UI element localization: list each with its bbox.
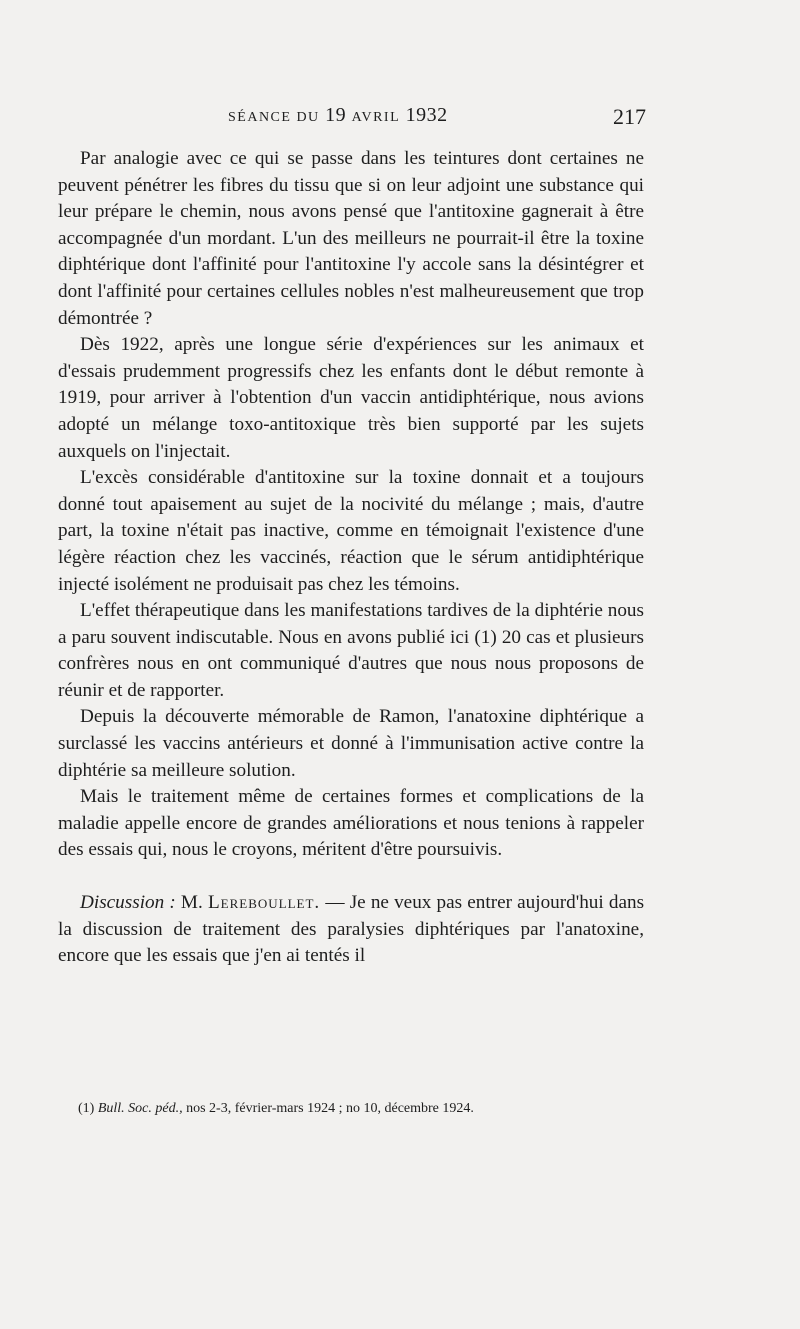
footnote-text: nos 2-3, février-mars 1924 ; no 10, décembre 1924.	[186, 1101, 474, 1116]
header-title-month: AVRIL	[351, 110, 401, 125]
paragraph: Par analogie avec ce qui se passe dans les teintures dont certaines ne peuvent pénétrer les fibres du tissu que si on leur adjoint une substance qui leur prépare le chemin, nous avons pensé que l'antitoxine gagnerait à être accompagnée d'un mordant. L'un des meilleurs ne pourrait-il être la toxine diphtérique dont l'affinité pour l'antitoxine l'y accole sans la désintégrer et dont l'affinité pour certaines cellules nobles n'est malheureusement que trop démontrée ?	[58, 148, 644, 329]
discussion-speaker: Lereboullet.	[207, 892, 321, 914]
header-title-day: 19	[325, 104, 347, 126]
footnote-journal: Bull. Soc. péd.,	[97, 1101, 183, 1116]
header-title-year: 1932	[405, 104, 448, 126]
discussion-paragraph	[58, 890, 644, 970]
paragraph: Depuis la découverte mémorable de Ramon, l'anatoxine diphtérique a surclassé les vaccins antérieurs et donné à l'immunisation active contre la diphtérie sa meilleure solution.	[58, 706, 644, 781]
discussion-label: Discussion :	[80, 892, 176, 914]
paragraph: L'effet thérapeutique dans les manifestations tardives de la diphtérie nous a paru souvent indiscutable. Nous en avons publié ici (1) 20 cas et plusieurs confrères nous en ont communiqué d'autres que nous nous proposons de réunir et de rapporter.	[58, 600, 644, 701]
discussion-text: — Je ne veux pas entrer aujourd'hui dans la discussion de traitement des paralysies diphtériques par l'anatoxine, encore que les essais que j'en ai tentés il	[58, 892, 645, 967]
running-header	[78, 104, 646, 134]
page-number: 217	[613, 104, 646, 129]
paragraph: Dès 1922, après une longue série d'expériences sur les animaux et d'essais prudemment progressifs chez les enfants dont le début remonte à 1919, pour arriver à l'obtention d'un vaccin antidiphtérique, nous avions adopté un mélange toxo-antitoxique très bien supporté par les sujets auxquels on l'injectait.	[58, 334, 644, 462]
footnote	[78, 1100, 644, 1118]
header-title	[228, 104, 448, 127]
body-text	[58, 146, 644, 970]
paragraph: Mais le traitement même de certaines formes et complications de la maladie appelle encore de grandes améliorations et nous tenions à rappeler des essais qui, nous le croyons, méritent d'être poursuivis.	[58, 786, 644, 861]
header-title-prefix: SÉANCE DU	[228, 110, 320, 125]
footnote-marker: (1)	[78, 1101, 95, 1116]
discussion-speaker-prefix: M.	[180, 892, 203, 914]
paragraph: L'excès considérable d'antitoxine sur la toxine donnait et a toujours donné tout apaisement au sujet de la nocivité du mélange ; mais, d'autre part, la toxine n'était pas inactive, comme en témoignait l'existence d'une légère réaction chez les vaccinés, réaction que le sérum antidiphtérique injecté isolément ne produisait pas chez les témoins.	[58, 467, 644, 595]
